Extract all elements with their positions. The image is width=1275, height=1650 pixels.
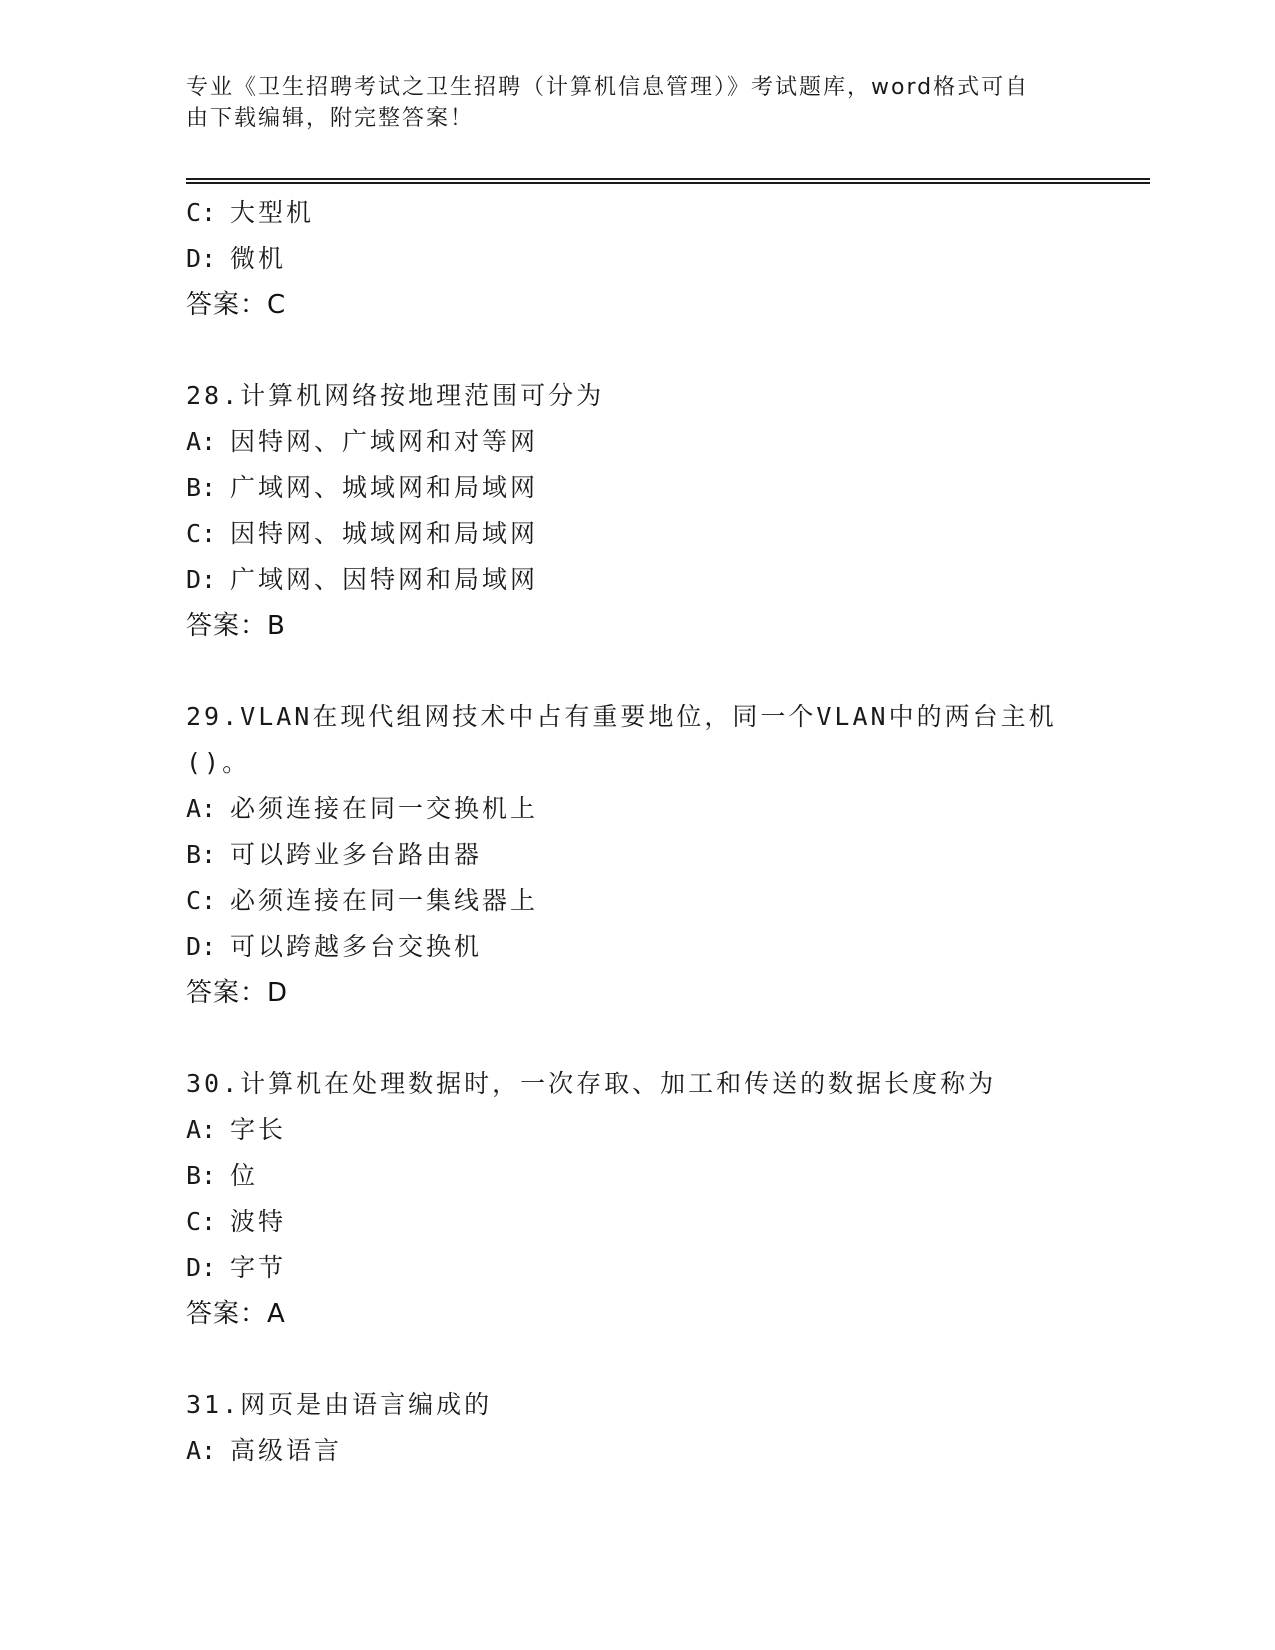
option-item (186, 419, 1086, 465)
option-text: 大型机 (230, 198, 315, 227)
option-text: 可以跨越多台交换机 (230, 932, 483, 961)
header-line-2: 由下载编辑，附完整答案！ (186, 106, 475, 131)
option-label: A: (186, 1436, 217, 1465)
option-text: 字长 (230, 1115, 287, 1144)
option-text: 字节 (230, 1253, 287, 1282)
question-stem: 28.计算机网络按地理范围可分为 (186, 381, 605, 410)
option-label: D: (186, 1253, 217, 1282)
option-text: 广域网、因特网和局域网 (230, 565, 539, 594)
question-stem: 29.VLAN在现代组网技术中占有重要地位，同一个VLAN中的两台主机 (186, 702, 1057, 731)
option-text: 微机 (230, 244, 287, 273)
option-label: A: (186, 794, 217, 823)
option-label: C: (186, 198, 217, 227)
option-text: 必须连接在同一交换机上 (230, 794, 539, 823)
option-label: D: (186, 565, 217, 594)
option-label: A: (186, 1115, 217, 1144)
option-item (186, 832, 1086, 878)
option-item (186, 1245, 1086, 1291)
option-item (186, 1428, 1086, 1474)
option-label: C: (186, 886, 217, 915)
answer-line: 答案：A (186, 1299, 286, 1329)
option-text: 位 (230, 1161, 259, 1190)
option-item (186, 557, 1086, 603)
question-stem: 30.计算机在处理数据时，一次存取、加工和传送的数据长度称为 (186, 1069, 997, 1098)
option-label: C: (186, 519, 217, 548)
question-stem: ()。 (186, 748, 251, 777)
question-block (186, 1061, 1086, 1337)
header-divider-bottom (186, 182, 1150, 184)
option-label: D: (186, 244, 217, 273)
option-item (186, 465, 1086, 511)
answer-line: 答案：D (186, 978, 289, 1008)
option-item (186, 878, 1086, 924)
option-label: B: (186, 1161, 217, 1190)
option-item (186, 1107, 1086, 1153)
header-divider-top (186, 178, 1150, 180)
document-header (186, 72, 1066, 134)
option-item (186, 511, 1086, 557)
question-block (186, 694, 1086, 1016)
option-item (186, 924, 1086, 970)
option-label: D: (186, 932, 217, 961)
header-line-1: 专业《卫生招聘考试之卫生招聘（计算机信息管理）》考试题库，word格式可自 (186, 75, 1030, 100)
option-text: 广域网、城域网和局域网 (230, 473, 539, 502)
option-label: A: (186, 427, 217, 456)
option-text: 高级语言 (230, 1436, 343, 1465)
option-label: C: (186, 1207, 217, 1236)
option-text: 可以跨业多台路由器 (230, 840, 483, 869)
option-item (186, 1199, 1086, 1245)
option-text: 因特网、城域网和局域网 (230, 519, 539, 548)
question-stem: 31.网页是由语言编成的 (186, 1390, 493, 1419)
question-block (186, 190, 1086, 328)
option-item (186, 1153, 1086, 1199)
option-item (186, 190, 1086, 236)
question-list (186, 190, 1086, 1474)
option-text: 因特网、广域网和对等网 (230, 427, 539, 456)
answer-line: 答案：C (186, 290, 287, 320)
option-label: B: (186, 840, 217, 869)
option-label: B: (186, 473, 217, 502)
question-block (186, 373, 1086, 649)
option-item (186, 236, 1086, 282)
question-block (186, 1382, 1086, 1474)
option-text: 波特 (230, 1207, 287, 1236)
option-item (186, 786, 1086, 832)
answer-line: 答案：B (186, 611, 286, 641)
option-text: 必须连接在同一集线器上 (230, 886, 539, 915)
